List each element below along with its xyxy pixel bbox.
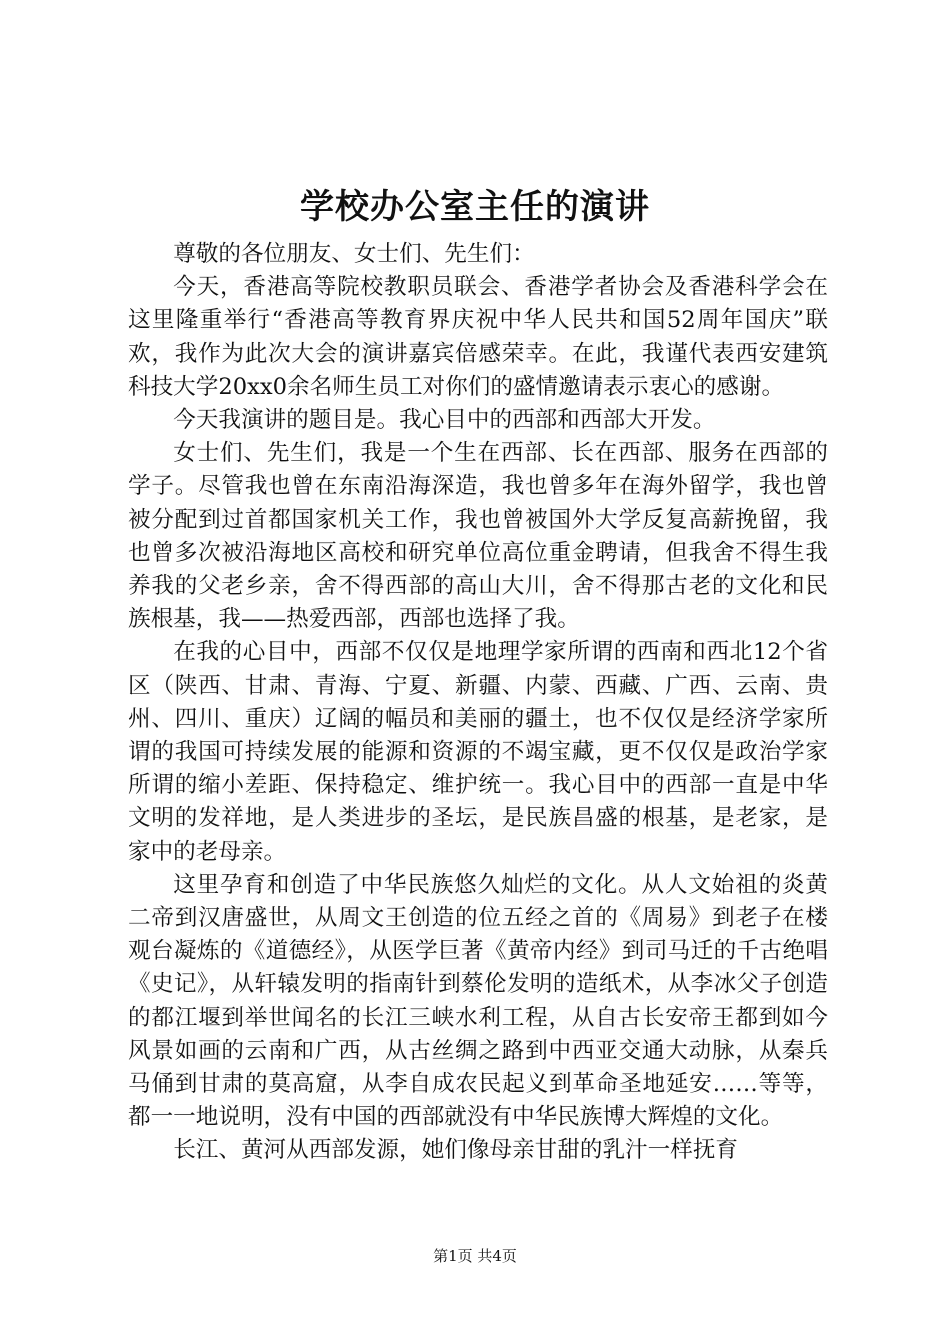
paragraph: 在我的心目中，西部不仅仅是地理学家所谓的西南和西北12个省区（陕西、甘肃、青海、宁夏、新疆、内蒙、西藏、广西、云南、贵州、四川、重庆）辽阔的幅员和美丽的疆土，也不仅仅是经济学家所谓的我国可持续发展的能源和资源的不竭宝藏，更不仅仅是政治学家所谓的缩小差距、保持稳定、维护统一。我心目中的西部一直是中华文明的发祥地，是人类进步的圣坛，是民族昌盛的根基，是老家，是家中的老母亲。 (128, 639, 828, 865)
document-body (128, 238, 828, 1168)
page-footer: 第1页 共4页 (433, 1247, 517, 1265)
paragraph: 这里孕育和创造了中华民族悠久灿烂的文化。从人文始祖的炎黄二帝到汉唐盛世，从周文王创造的位五经之首的《周易》到老子在楼观台凝炼的《道德经》，从医学巨著《黄帝内经》到司马迁的千古绝唱《史记》，从轩辕发明的指南针到蔡伦发明的造纸术，从李冰父子创造的都江堰到举世闻名的长江三峡水利工程，从自古长安帝王都到如今风景如画的云南和广西，从古丝绸之路到中西亚交通大动脉，从秦兵马俑到甘肃的莫高窟，从李自成农民起义到革命圣地延安……等等，都一一地说明，没有中国的西部就没有中华民族博大辉煌的文化。 (128, 871, 828, 1131)
paragraph: 尊敬的各位朋友、女士们、先生们： (173, 241, 535, 267)
paragraph: 女士们、先生们，我是一个生在西部、长在西部、服务在西部的学子。尽管我也曾在东南沿海深造，我也曾多年在海外留学，我也曾被分配到过首都国家机关工作，我也曾被国外大学反复高薪挽留，我也曾多次被沿海地区高校和研究单位高位重金聘请，但我舍不得生我养我的父老乡亲，舍不得西部的高山大川，舍不得那古老的文化和民族根基，我——热爱西部，西部也选择了我。 (128, 440, 828, 633)
paragraph: 今天我演讲的题目是。我心目中的西部和西部大开发。 (173, 407, 716, 434)
paragraph: 今天，香港高等院校教职员联会、香港学者协会及香港科学会在这里隆重举行“香港高等教育界庆祝中华人民共和国52周年国庆”联欢，我作为此次大会的演讲嘉宾倍感荣幸。在此，我谨代表西安建筑科技大学20xx0余名师生员工对你们的盛情邀请表示衷心的感谢。 (128, 274, 828, 400)
document-title: 学校办公室主任的演讲 (300, 187, 650, 227)
paragraph: 长江、黄河从西部发源，她们像母亲甘甜的乳汁一样抚育 (173, 1137, 739, 1164)
